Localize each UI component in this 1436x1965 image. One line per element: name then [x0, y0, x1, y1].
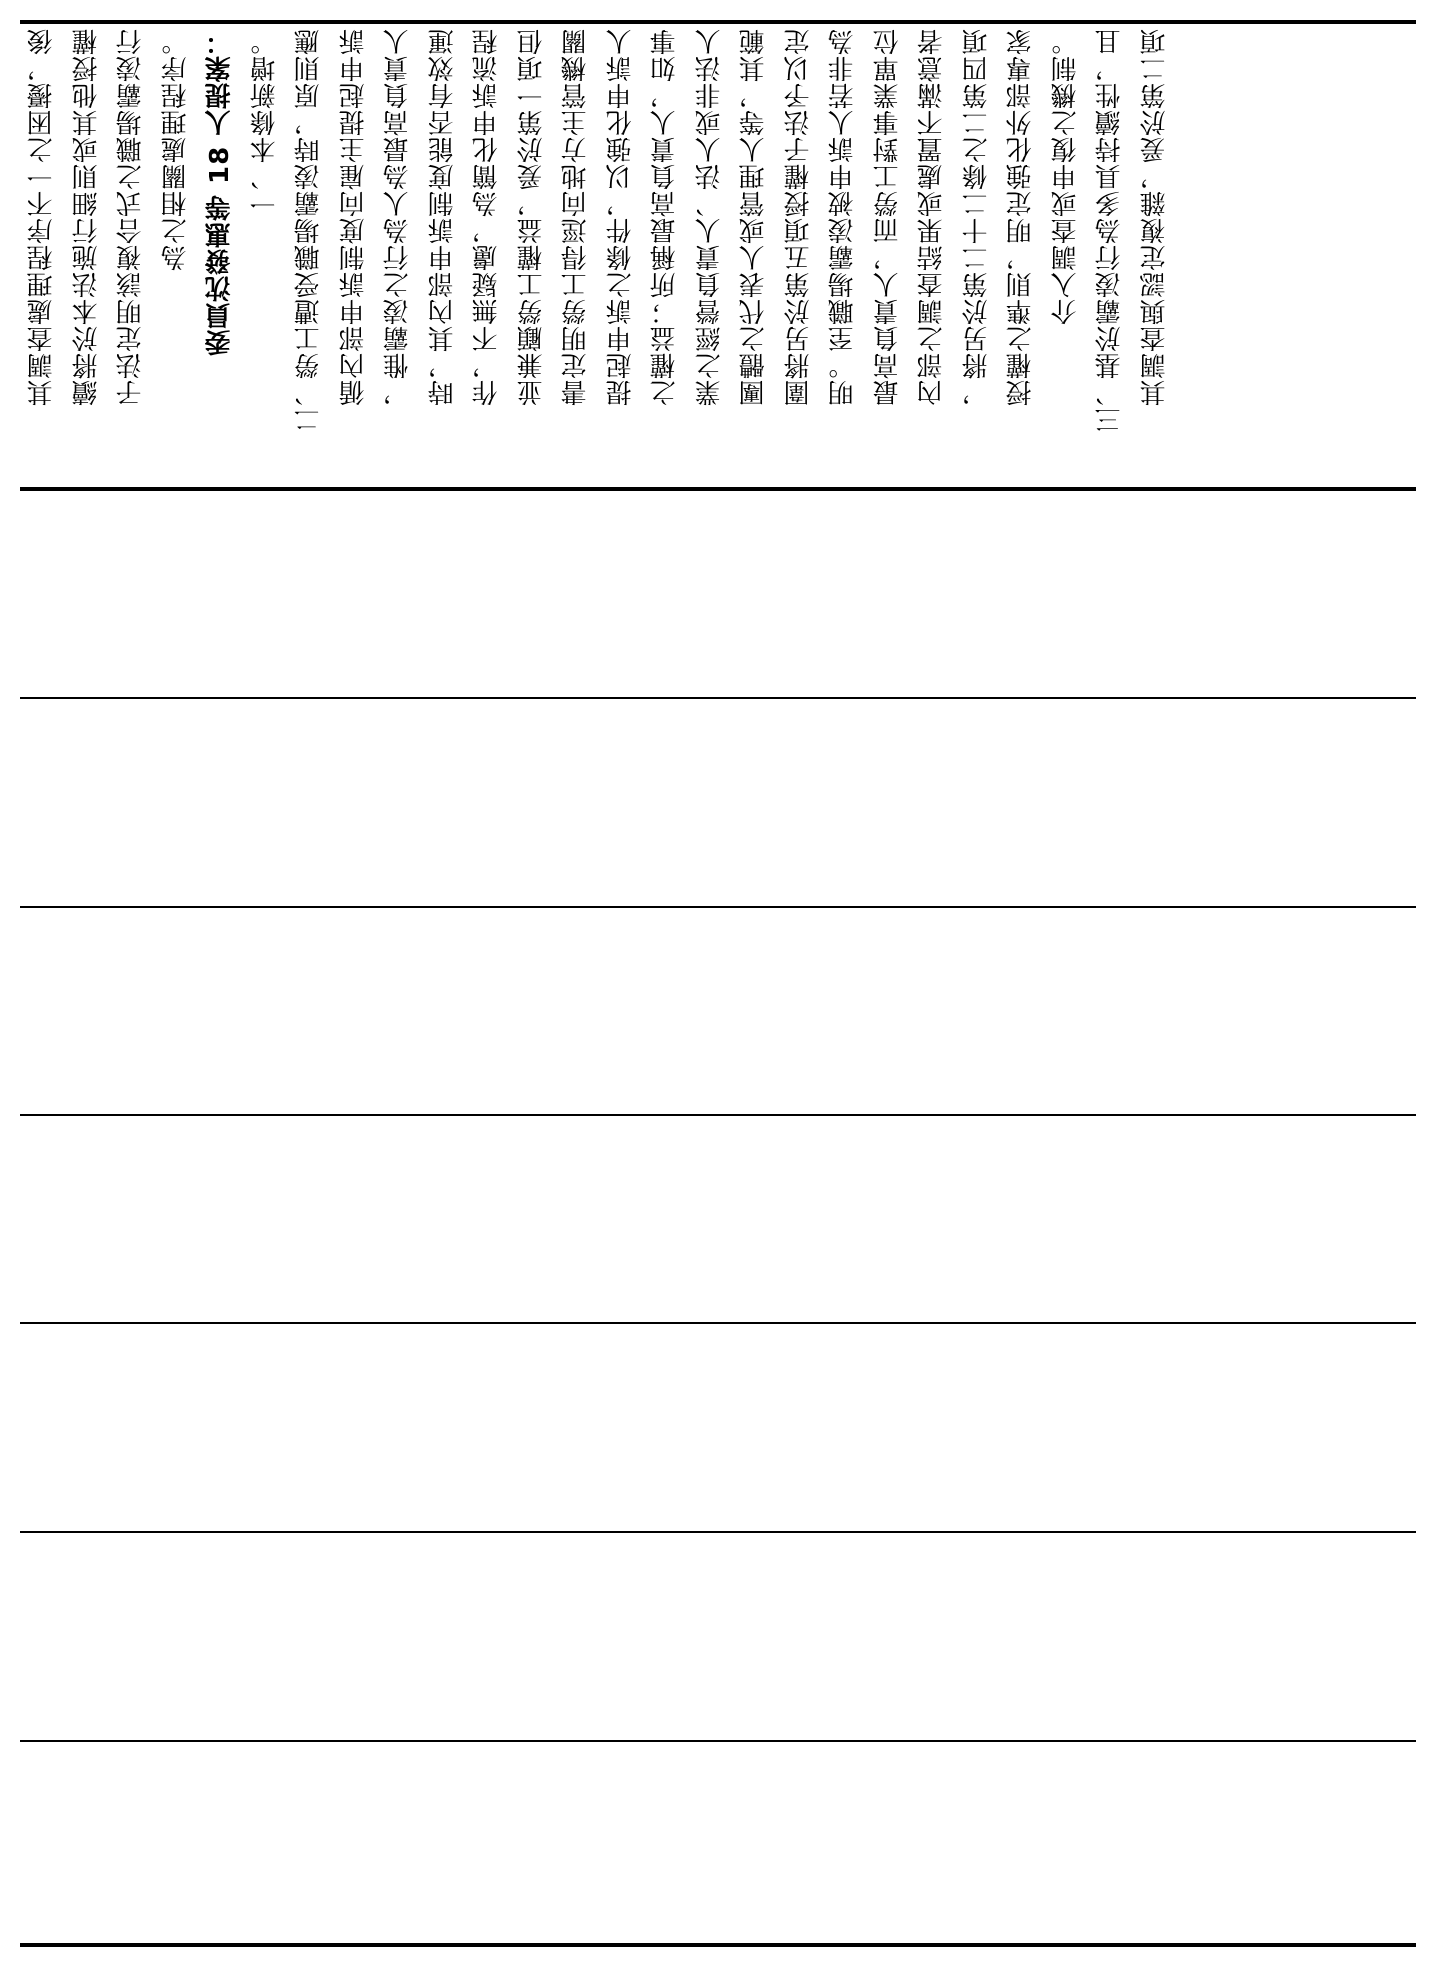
vertical-text-block — [20, 28, 1416, 480]
text-column — [510, 28, 555, 480]
text-line: 其調查與認定複雜，爰於第二項 — [1139, 28, 1170, 406]
text-line: 二、勞工遭受職場霸凌時，原則應 — [294, 28, 325, 433]
row-divider — [20, 1322, 1416, 1324]
text-line: 並兼顧勞工權益，爰於第一項但 — [516, 28, 547, 406]
section-rule — [20, 487, 1416, 491]
text-column — [599, 28, 644, 480]
text-column — [376, 28, 421, 480]
bottom-rule — [20, 1943, 1416, 1947]
text-column — [421, 28, 466, 480]
text-line: 三、基於霸凌行為多具持續性，且 — [1095, 28, 1126, 433]
text-line: 續將於本法施行細則或其他授權 — [71, 28, 102, 406]
row-divider — [20, 906, 1416, 908]
row-divider — [20, 1114, 1416, 1116]
text-line: 提起申訴之條件，以強化申訴人 — [605, 28, 636, 406]
text-column — [910, 28, 955, 480]
text-column — [732, 28, 777, 480]
text-column — [287, 28, 332, 480]
text-column — [554, 28, 599, 480]
text-line: ，將另於第二十二條之二第四項 — [961, 28, 992, 406]
text-line: 內部之調查結果或處置不滿意者 — [917, 28, 948, 406]
text-column — [109, 28, 154, 480]
text-column — [243, 28, 288, 480]
text-line: 書定明勞工得逕向地方主管機關 — [561, 28, 592, 406]
proposal-heading: 委員沈發惠等 18 人提案： — [205, 28, 236, 357]
text-line: 授權之準則，明定強化外部專家 — [1006, 28, 1037, 406]
text-line: 其調查處理程序不一之困擾，後 — [27, 28, 58, 406]
text-line: 明。至職場霸凌被申訴人若非為 — [828, 28, 859, 406]
text-column — [688, 28, 733, 480]
text-line: 介入調查或申復之機制。 — [1050, 28, 1081, 325]
text-column — [999, 28, 1044, 480]
text-line: 之權益；所稱最高負責人，如事 — [650, 28, 681, 406]
text-column — [154, 28, 199, 480]
text-line: 最高負責人，而勞工對事業單位 — [872, 28, 903, 406]
text-column — [20, 28, 65, 480]
top-rule — [20, 20, 1416, 24]
text-column — [955, 28, 1000, 480]
text-column — [643, 28, 688, 480]
text-line: 循內部申訴制度向雇主提起申訴 — [338, 28, 369, 406]
row-divider — [20, 1531, 1416, 1533]
text-line: 為之相關處理程序。 — [160, 28, 191, 271]
text-column — [465, 28, 510, 480]
text-line: 作，不無疑慮，為簡化申訴流程 — [472, 28, 503, 406]
text-column — [332, 28, 377, 480]
text-column — [777, 28, 822, 480]
text-line: 子法定明該複合式之職場霸凌行 — [116, 28, 147, 406]
text-line: 團體之代表人或管理人等，其範 — [739, 28, 770, 406]
text-column — [1133, 28, 1178, 480]
text-column — [198, 28, 243, 480]
text-column — [1088, 28, 1133, 480]
row-divider — [20, 1740, 1416, 1742]
text-column — [1044, 28, 1089, 480]
text-column — [821, 28, 866, 480]
text-column — [65, 28, 110, 480]
text-line: 業之經營負責人、法人或非法人 — [694, 28, 725, 406]
row-divider — [20, 697, 1416, 699]
text-column — [866, 28, 911, 480]
text-line: 時，其內部申訴制度能否有效運 — [427, 28, 458, 406]
text-line: 圍將另於第五項授權子法予以定 — [783, 28, 814, 406]
text-line: ，惟霸凌之行為人為最高負責人 — [383, 28, 414, 406]
text-line: 一、本條新增。 — [249, 28, 280, 217]
